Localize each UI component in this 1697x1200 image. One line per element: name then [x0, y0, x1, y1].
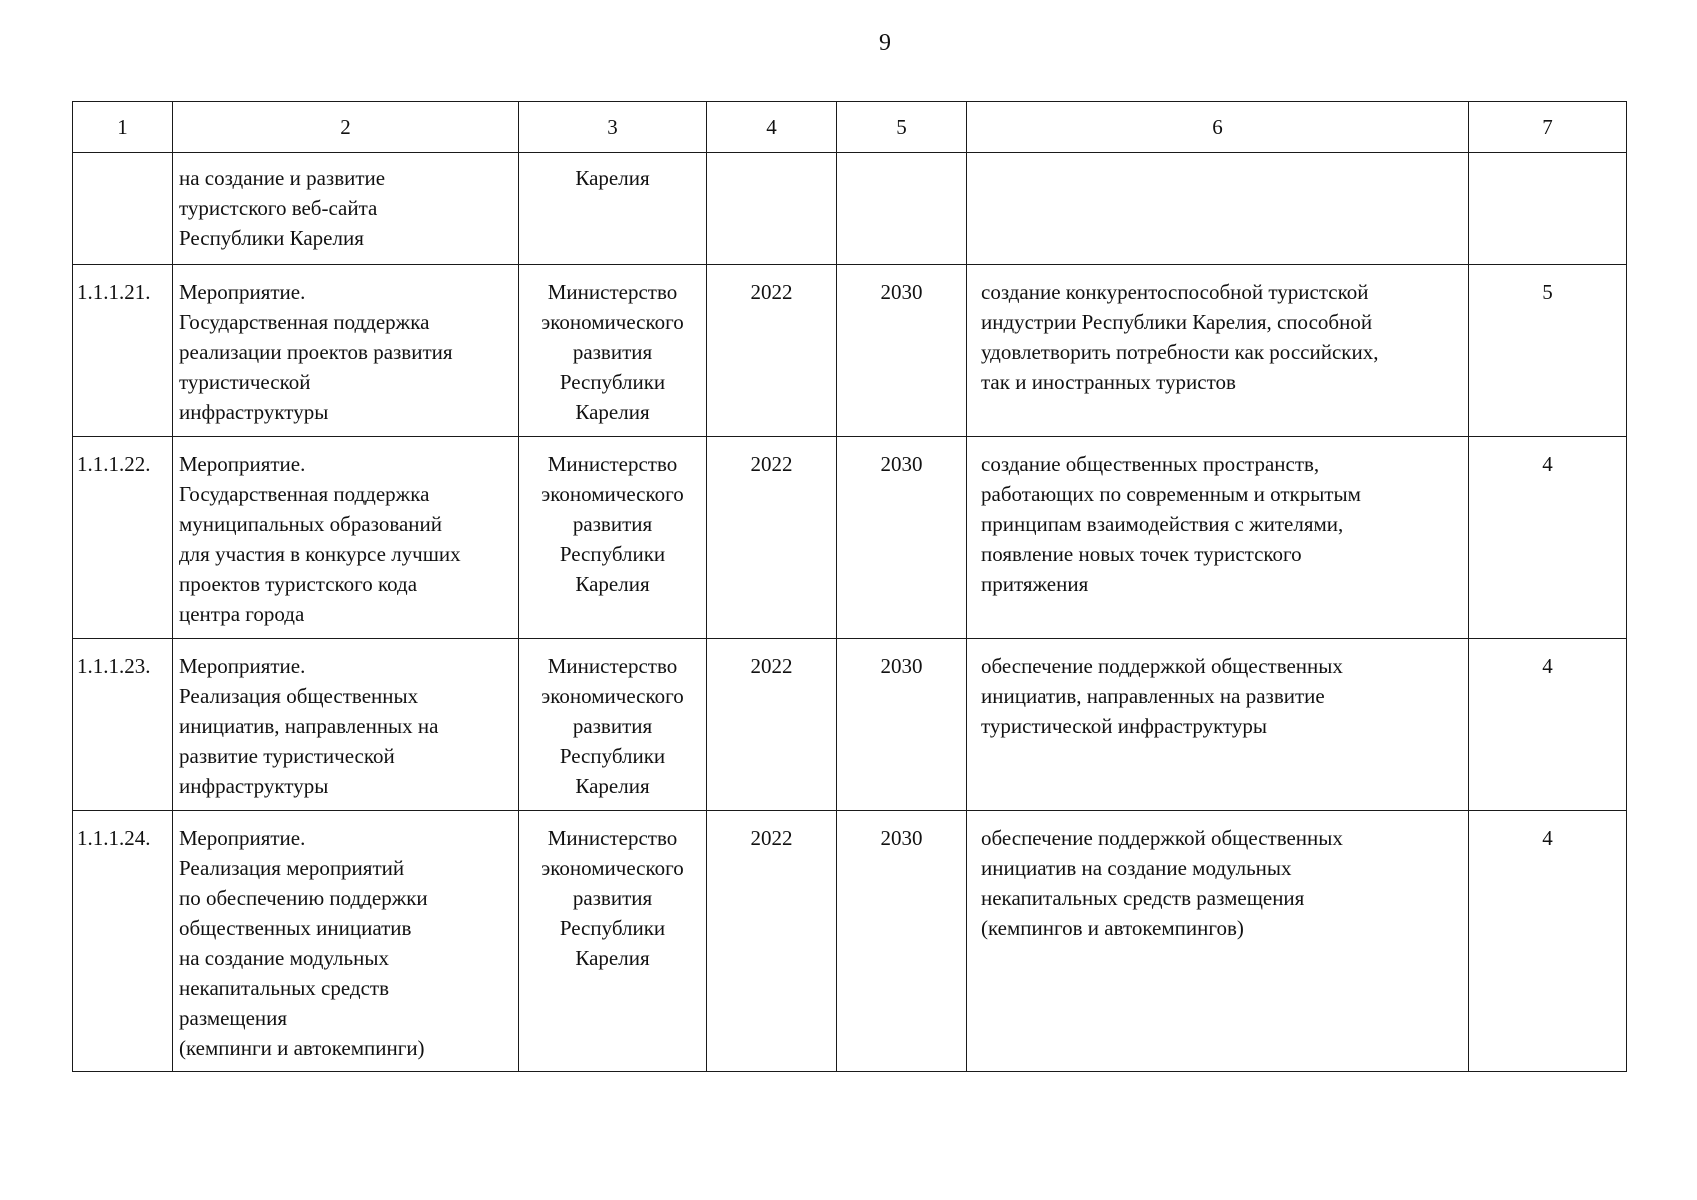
end-year: 2030 [837, 437, 967, 639]
measure-name-line: Мероприятие. [179, 826, 306, 850]
executor-line: развития [572, 714, 653, 738]
executor-line: Карелия [575, 774, 650, 798]
indicator: 4 [1469, 437, 1627, 639]
expected-result-line: инициатив, направленных на развитие [981, 684, 1325, 708]
table-row [73, 153, 1627, 265]
measure-name-line: некапитальных средств [179, 976, 390, 1000]
measure-name-line: Реализация мероприятий [179, 856, 405, 880]
end-year: 2030 [837, 639, 967, 811]
executor [519, 811, 707, 1072]
expected-result [967, 437, 1469, 639]
measure-name-line: на создание модульных [179, 946, 389, 970]
executor [519, 437, 707, 639]
executor [519, 153, 707, 265]
end-year [837, 153, 967, 265]
executor-line: Министерство [547, 826, 678, 850]
measure-name-line: для участия в конкурсе лучших [179, 542, 461, 566]
executor-line: Карелия [575, 946, 650, 970]
table-row [73, 265, 1627, 437]
measure-name [173, 437, 519, 639]
measure-name-line: размещения [179, 1006, 288, 1030]
indicator [1469, 153, 1627, 265]
expected-result-line: притяжения [981, 572, 1089, 596]
column-header-6: 6 [967, 102, 1469, 153]
end-year: 2030 [837, 811, 967, 1072]
measure-name-line: инфраструктуры [179, 774, 329, 798]
indicator: 4 [1469, 639, 1627, 811]
indicator: 5 [1469, 265, 1627, 437]
measure-name-line: развитие туристической [179, 744, 395, 768]
measure-name-line: туристической [179, 370, 311, 394]
start-year: 2022 [707, 811, 837, 1072]
expected-result [967, 811, 1469, 1072]
column-header-5: 5 [837, 102, 967, 153]
executor-line: Министерство [547, 452, 678, 476]
indicator: 4 [1469, 811, 1627, 1072]
header-row [73, 102, 1627, 153]
measure-name [173, 265, 519, 437]
executor-line: экономического [541, 684, 684, 708]
measure-name-line: на создание и развитие [179, 166, 386, 190]
measure-name-line: общественных инициатив [179, 916, 412, 940]
measure-name-line: центра города [179, 602, 305, 626]
executor-line: развития [572, 512, 653, 536]
expected-result-line: некапитальных средств размещения [981, 886, 1305, 910]
expected-result [967, 639, 1469, 811]
row-number: 1.1.1.21. [73, 265, 173, 437]
column-header-1: 1 [73, 102, 173, 153]
measure-name [173, 639, 519, 811]
measure-name-line: реализации проектов развития [179, 340, 453, 364]
expected-result-line: создание общественных пространств, [981, 452, 1320, 476]
measure-name-line: Реализация общественных [179, 684, 419, 708]
row-number: 1.1.1.23. [73, 639, 173, 811]
executor [519, 639, 707, 811]
measure-name-line: Мероприятие. [179, 654, 306, 678]
expected-result-line: так и иностранных туристов [981, 370, 1236, 394]
start-year: 2022 [707, 639, 837, 811]
end-year: 2030 [837, 265, 967, 437]
measure-name-line: туристского веб-сайта [179, 196, 378, 220]
start-year: 2022 [707, 437, 837, 639]
row-number: 1.1.1.24. [73, 811, 173, 1072]
executor-line: развития [572, 340, 653, 364]
measure-name-line: Мероприятие. [179, 452, 306, 476]
measure-name-line: муниципальных образований [179, 512, 442, 536]
executor-line: Карелия [575, 166, 650, 190]
expected-result-line: индустрии Республики Карелия, способной [981, 310, 1373, 334]
page-number: 9 [879, 30, 891, 56]
table-row [73, 437, 1627, 639]
executor-line: Министерство [547, 280, 678, 304]
measure-name-line: по обеспечению поддержки [179, 886, 428, 910]
start-year [707, 153, 837, 265]
program-table [72, 101, 1627, 1072]
table-row [73, 811, 1627, 1072]
column-header-4: 4 [707, 102, 837, 153]
measure-name-line: инициатив, направленных на [179, 714, 439, 738]
expected-result-line: обеспечение поддержкой общественных [981, 654, 1343, 678]
column-header-3: 3 [519, 102, 707, 153]
expected-result-line: удовлетворить потребности как российских, [981, 340, 1379, 364]
measure-name-line: инфраструктуры [179, 400, 329, 424]
executor-line: Республики [559, 744, 666, 768]
expected-result-line: принципам взаимодействия с жителями, [981, 512, 1344, 536]
expected-result-line: инициатив на создание модульных [981, 856, 1292, 880]
table-row [73, 639, 1627, 811]
expected-result-line: обеспечение поддержкой общественных [981, 826, 1343, 850]
expected-result-line: появление новых точек туристского [981, 542, 1302, 566]
executor-line: Республики [559, 370, 666, 394]
executor [519, 265, 707, 437]
executor-line: Министерство [547, 654, 678, 678]
expected-result-line: туристической инфраструктуры [981, 714, 1268, 738]
executor-line: развития [572, 886, 653, 910]
measure-name [173, 153, 519, 265]
start-year: 2022 [707, 265, 837, 437]
measure-name-line: Государственная поддержка [179, 310, 430, 334]
expected-result-line: работающих по современным и открытым [981, 482, 1361, 506]
column-header-7: 7 [1469, 102, 1627, 153]
measure-name-line: (кемпинги и автокемпинги) [179, 1036, 425, 1060]
measure-name [173, 811, 519, 1072]
column-header-2: 2 [173, 102, 519, 153]
row-number [73, 153, 173, 265]
executor-line: экономического [541, 856, 684, 880]
expected-result-line: (кемпингов и автокемпингов) [981, 916, 1244, 940]
measure-name-line: проектов туристского кода [179, 572, 418, 596]
expected-result [967, 153, 1469, 265]
expected-result [967, 265, 1469, 437]
measure-name-line: Республики Карелия [179, 226, 364, 250]
row-number: 1.1.1.22. [73, 437, 173, 639]
executor-line: Республики [559, 542, 666, 566]
executor-line: Карелия [575, 572, 650, 596]
executor-line: экономического [541, 310, 684, 334]
expected-result-line: создание конкурентоспособной туристской [981, 280, 1369, 304]
executor-line: экономического [541, 482, 684, 506]
executor-line: Карелия [575, 400, 650, 424]
measure-name-line: Мероприятие. [179, 280, 306, 304]
measure-name-line: Государственная поддержка [179, 482, 430, 506]
executor-line: Республики [559, 916, 666, 940]
